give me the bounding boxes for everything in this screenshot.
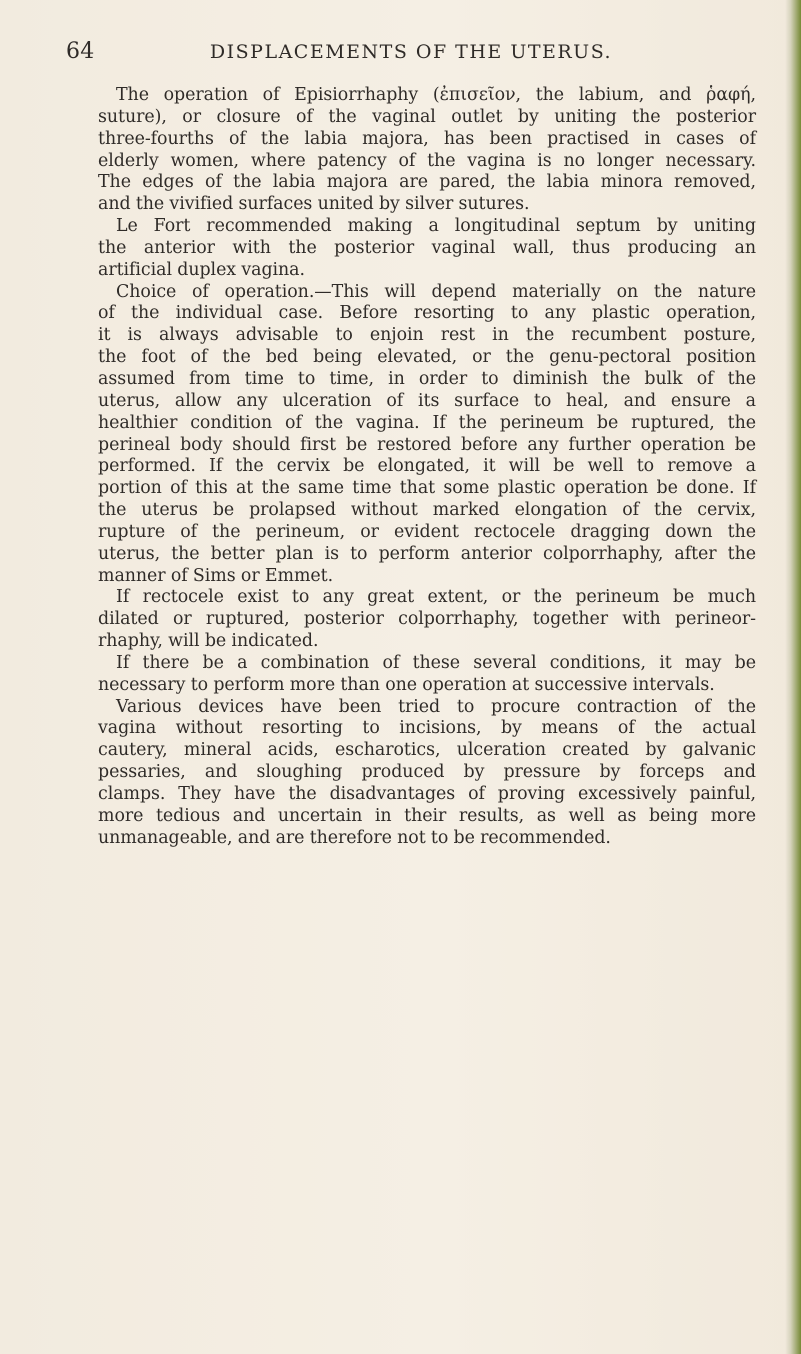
page-number: 64: [66, 39, 95, 64]
body-line: dilated or ruptured, posterior colporrhaphy, together with perineor-: [98, 609, 756, 630]
body-line: three-fourths of the labia majora, has been practised in cases of: [98, 128, 756, 149]
body-line: perineal body should first be restored before any further operation be: [98, 434, 756, 455]
body-line: elderly women, where patency of the vagina is no longer necessary.: [98, 150, 756, 171]
body-line: more tedious and uncertain in their results, as well as being more: [98, 805, 756, 826]
body-line: uterus, allow any ulceration of its surface to heal, and ensure a: [98, 390, 756, 411]
body-line: rupture of the perineum, or evident rectocele dragging down the: [98, 521, 756, 542]
body-line: it is always advisable to enjoin rest in the recumbent posture,: [98, 325, 756, 346]
body-line: the foot of the bed being elevated, or the genu-pectoral position: [98, 347, 756, 368]
body-line: the uterus be prolapsed without marked elongation of the cervix,: [98, 500, 756, 521]
body-line: the anterior with the posterior vaginal wall, thus producing an: [98, 237, 756, 258]
body-line: vagina without resorting to incisions, by means of the actual: [98, 718, 756, 739]
body-line: portion of this at the same time that some plastic operation be done. If: [98, 478, 756, 499]
body-line: The edges of the labia majora are pared, the labia minora removed,: [98, 172, 756, 193]
body-line: performed. If the cervix be elongated, it will be well to remove a: [98, 456, 756, 477]
body-line: Le Fort recommended making a longitudinal septum by uniting: [116, 216, 756, 237]
body-line: clamps. They have the disadvantages of proving excessively painful,: [98, 784, 756, 804]
body-line: and the vivified surfaces united by silver sutures.: [98, 194, 530, 215]
body-line: healthier condition of the vagina. If the perineum be ruptured, the: [98, 412, 756, 433]
page-edge-shadow: [785, 0, 801, 1354]
body-line: necessary to perform more than one operation at successive intervals.: [98, 674, 715, 695]
body-line: Various devices have been tried to procure contraction of the: [116, 696, 756, 717]
body-line: of the individual case. Before resorting to any plastic operation,: [98, 303, 756, 324]
body-line: unmanageable, and are therefore not to be recommended.: [98, 827, 611, 848]
running-head: DISPLACEMENTS OF THE UTERUS.: [209, 41, 613, 63]
body-line: rhaphy, will be indicated.: [98, 631, 319, 652]
body-line: uterus, the better plan is to perform anterior colporrhaphy, after the: [98, 543, 756, 564]
body-line: pessaries, and sloughing produced by pressure by forceps and: [98, 762, 756, 783]
body-line: cautery, mineral acids, escharotics, ulceration created by galvanic: [98, 740, 756, 761]
body-line: The operation of Episiorrhaphy (ἐπισεῖον, the labium, and ῥαφή,: [116, 85, 756, 105]
body-line: suture), or closure of the vaginal outlet by uniting the posterior: [98, 106, 756, 127]
page-body-text: [98, 85, 756, 850]
body-line: Choice of operation.—This will depend materially on the nature: [116, 281, 756, 302]
page-header: [66, 39, 756, 65]
body-line: If there be a combination of these several conditions, it may be: [116, 652, 756, 673]
body-line: artificial duplex vagina.: [98, 259, 305, 280]
body-line: assumed from time to time, in order to diminish the bulk of the: [98, 368, 756, 389]
body-line: manner of Sims or Emmet.: [98, 565, 334, 586]
body-line: If rectocele exist to any great extent, or the perineum be much: [116, 587, 756, 608]
